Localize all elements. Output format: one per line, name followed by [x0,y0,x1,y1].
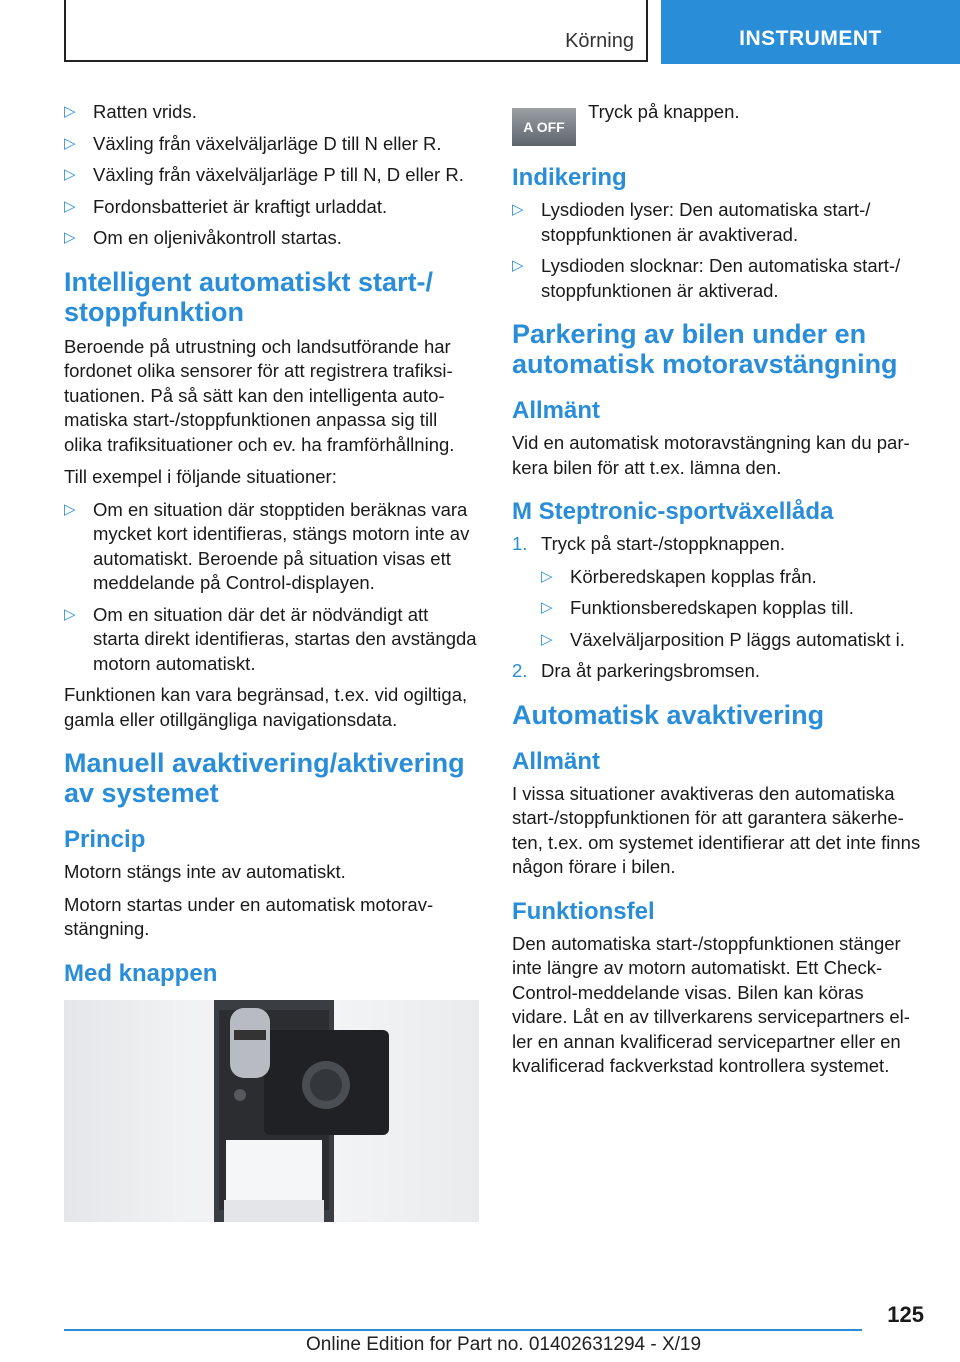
heading-allmant: Allmänt [512,397,601,424]
paragraph: Motorn startas under en automatisk motoravstängning. [64,893,434,939]
step-text: Tryck på start-/stoppknappen. [541,533,786,554]
footer-divider [64,1329,862,1331]
heading-automatisk-avaktivering: Automatisk avaktivering [512,699,825,730]
button-instruction [512,100,924,146]
paragraph: Till exempel i följande situationer: [64,466,337,487]
list-item [512,532,924,652]
numbered-list [512,532,924,684]
list-item: ▷ Om en situation där stopptiden beräknas vara mycket kort identifieras, stängs motorn inte av automatiskt. Beroende på situation visas ett meddelande på Control-displayen. [64,498,479,596]
heading-funktionsfel: Funktionsfel [512,897,655,925]
list-item: ▷ Ratten vrids. [64,100,479,125]
header-frame [64,0,648,62]
paragraph: Vid en automatisk motoravstängning kan du parkera bilen för att t.ex. lämna den. [512,432,910,478]
list-item: ▷ Funktionsberedskapen kopplas till. [541,596,924,621]
list-item: ▷ Lysdioden lyser: Den automatiska start-/ stoppfunktionen är avaktiverad. [512,198,924,247]
paragraph: I vissa situationer avaktiveras den automatiska start-/stoppfunktionen för att garantera säkerheten, t.ex. om systemet identifierar att det inte finns någon förare i bilen. [512,782,921,877]
step-number: 2. [512,660,528,681]
heading-parkering: Parkering av bilen under en automatisk motoravstängning [512,319,898,379]
center-console-illustration [64,1000,479,1222]
list-item: ▷ Om en oljenivåkontroll startas. [64,226,479,251]
left-column [64,100,479,1222]
heading-intelligent: Intelligent automatiskt start-/ stoppfunktion [64,266,434,327]
list-item: ▷ Växelväljarposition P läggs automatiskt i. [541,628,924,653]
right-column [512,100,924,1087]
step-text: Dra åt parkeringsbromsen. [541,660,761,681]
paragraph: Funktionen kan vara begränsad, t.ex. vid ogiltiga, gamla eller otillgängliga navigationsdata. [64,684,468,730]
list-item: ▷ Lysdioden slocknar: Den automatiska start-/ stoppfunktionen är aktiverad. [512,254,924,303]
center-console-photo [64,1000,479,1222]
bullet-list [64,498,479,677]
footer-edition: Online Edition for Part no. 01402631294 - X/19 [306,1334,702,1355]
paragraph: Motorn stängs inte av automatiskt. [64,861,346,882]
list-item: ▷ Växling från växelväljarläge P till N, D eller R. [64,163,479,188]
list-item: ▷ Växling från växelväljarläge D till N eller R. [64,132,479,157]
list-item: ▷ Körberedskapen kopplas från. [541,565,924,590]
paragraph: Tryck på knappen. [588,101,740,122]
step-number: 1. [512,533,528,554]
sub-bullet-list [541,565,924,653]
header-section: Körning [565,30,634,52]
header-chapter-tab[interactable]: INSTRUMENT [661,0,960,64]
heading-manual: Manuell avaktivering/aktivering av systemet [64,748,465,808]
heading-allmant: Allmänt [512,747,601,775]
heading-princip: Princip [64,826,146,853]
bullet-list [64,100,479,251]
heading-indikering: Indikering [512,164,627,191]
list-item [512,659,924,684]
paragraph: Beroende på utrustning och landsutförande har fordonet olika sensorer för att registrera trafiksituationen. På så sätt kan den intelligenta automatiska start-/stoppfunktionen anpassa sig till olika trafiksituationer och ev. ha framförhållning. [64,335,455,455]
list-item: ▷ Om en situation där det är nödvändigt att starta direkt identifieras, startas den avstängda motorn automatiskt. [64,603,479,677]
auto-start-stop-button-icon: A OFF [512,108,576,146]
bullet-list [512,198,924,303]
paragraph: Den automatiska start-/stoppfunktionen stänger inte längre av motorn automatiskt. Ett Check-Control-meddelande visas. Bilen kan köras vidare. Låt en av tillverkarens servicepartners eller en annan kvalificerad servicepartner eller en kvalificerad fackverkstad kontrollera systemet. [512,932,910,1076]
list-item: ▷ Fordonsbatteriet är kraftigt urladdat. [64,195,479,220]
heading-steptronic: M Steptronic-sportväxellåda [512,498,834,525]
heading-med-knappen: Med knappen [64,959,218,987]
page-number: 125 [887,1302,924,1327]
